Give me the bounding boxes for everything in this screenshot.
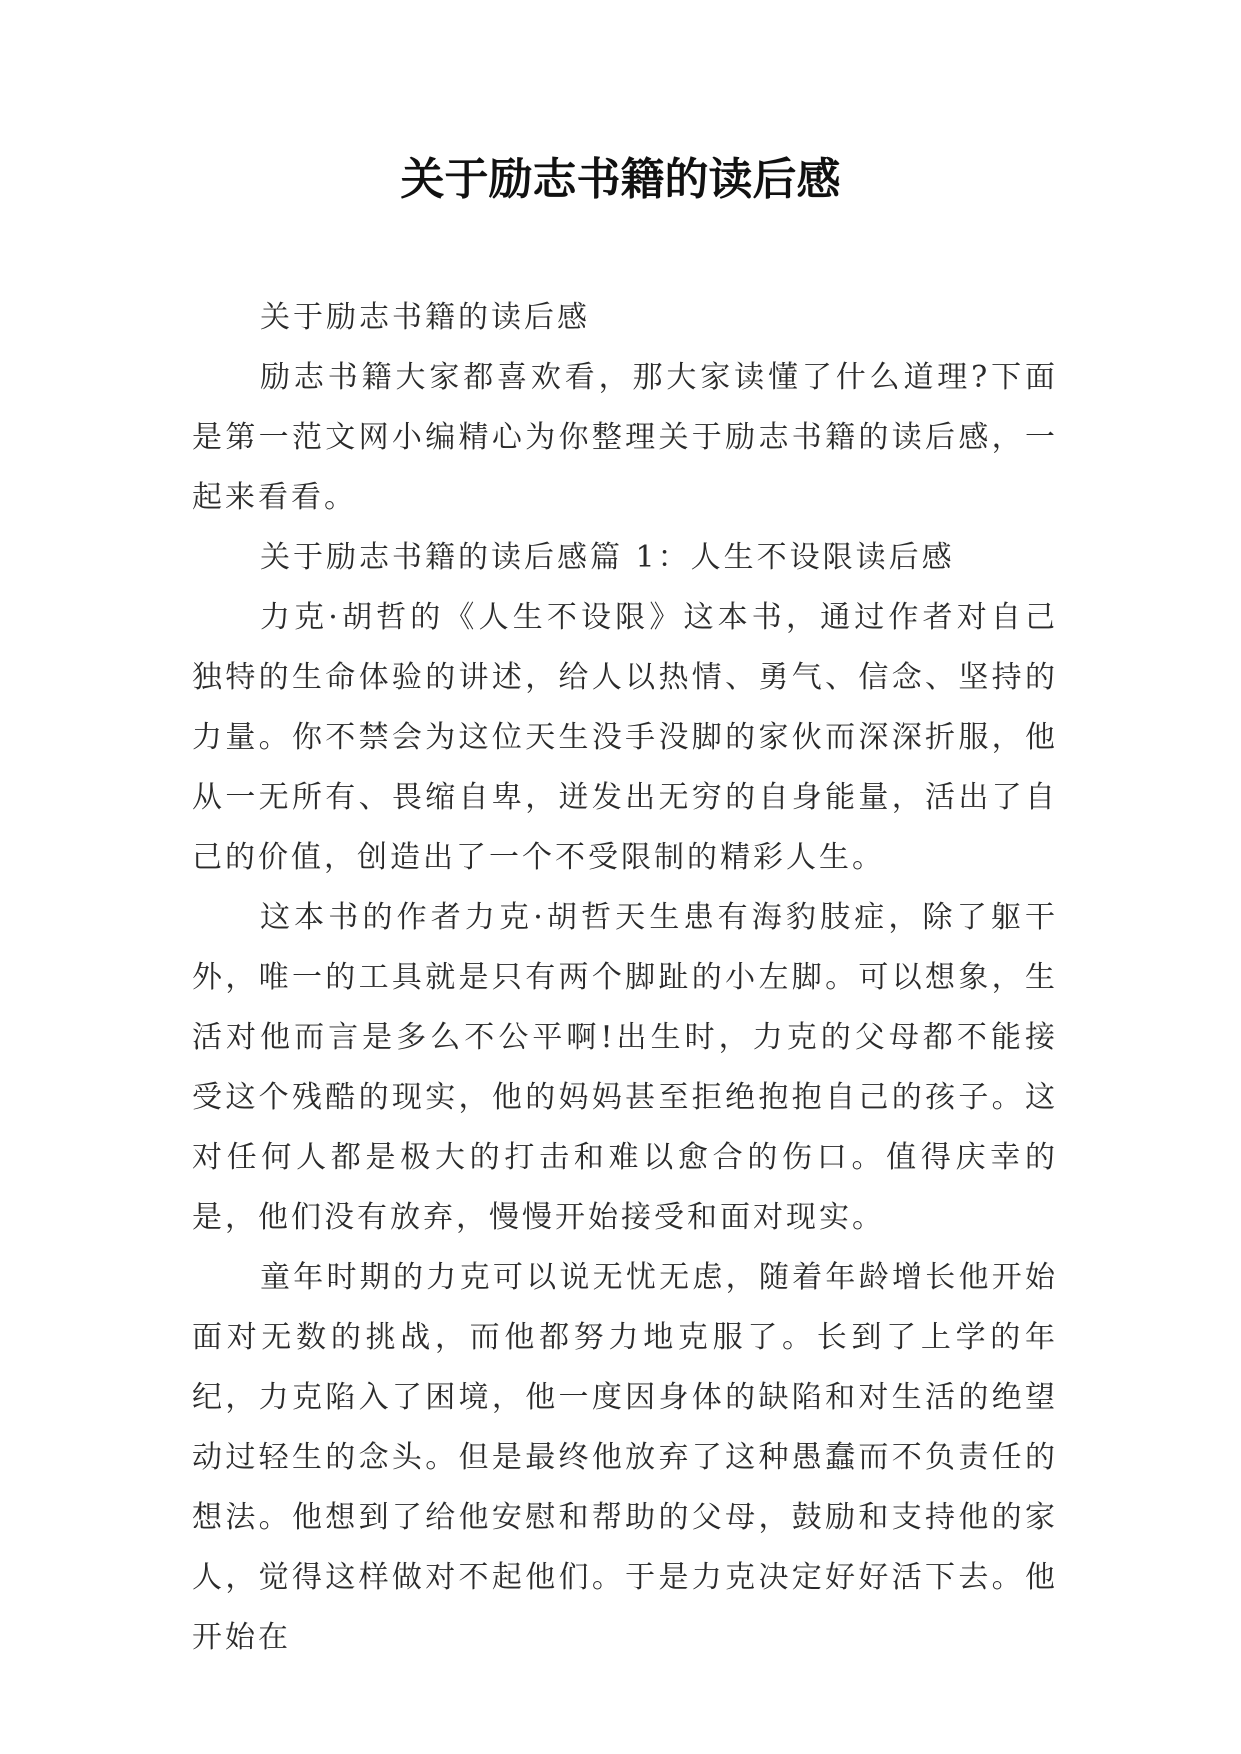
paragraph-subtitle: 关于励志书籍的读后感 (260, 300, 590, 335)
paragraph-section-heading: 关于励志书籍的读后感篇 1：人生不设限读后感 (260, 540, 955, 575)
paragraph-body-3: 童年时期的力克可以说无忧无虑，随着年龄增长他开始面对无数的挑战，而他都努力地克服了。长到了上学的年纪，力克陷入了困境，他一度因身体的缺陷和对生活的绝望动过轻生的念头。但是最终他放弃了这种愚蠢而不负责任的想法。他想到了给他安慰和帮助的父母，鼓励和支持他的家人，觉得这样做对不起他们。于是力克决定好好活下去。他开始在 (192, 1260, 1058, 1655)
paragraph-body-1: 力克·胡哲的《人生不设限》这本书，通过作者对自己独特的生命体验的讲述，给人以热情、勇气、信念、坚持的力量。你不禁会为这位天生没手没脚的家伙而深深折服，他从一无所有、畏缩自卑，迸发出无穷的自身能量，活出了自己的价值，创造出了一个不受限制的精彩人生。 (192, 600, 1058, 875)
document-title: 关于励志书籍的读后感 (400, 154, 841, 205)
paragraph-intro: 励志书籍大家都喜欢看，那大家读懂了什么道理?下面是第一范文网小编精心为你整理关于励志书籍的读后感，一起来看看。 (192, 360, 1058, 515)
document-body (192, 288, 1058, 1668)
paragraph-body-2: 这本书的作者力克·胡哲天生患有海豹肢症，除了躯干外，唯一的工具就是只有两个脚趾的小左脚。可以想象，生活对他而言是多么不公平啊!出生时，力克的父母都不能接受这个残酷的现实，他的妈妈甚至拒绝抱抱自己的孩子。这对任何人都是极大的打击和难以愈合的伤口。值得庆幸的是，他们没有放弃，慢慢开始接受和面对现实。 (192, 900, 1058, 1235)
